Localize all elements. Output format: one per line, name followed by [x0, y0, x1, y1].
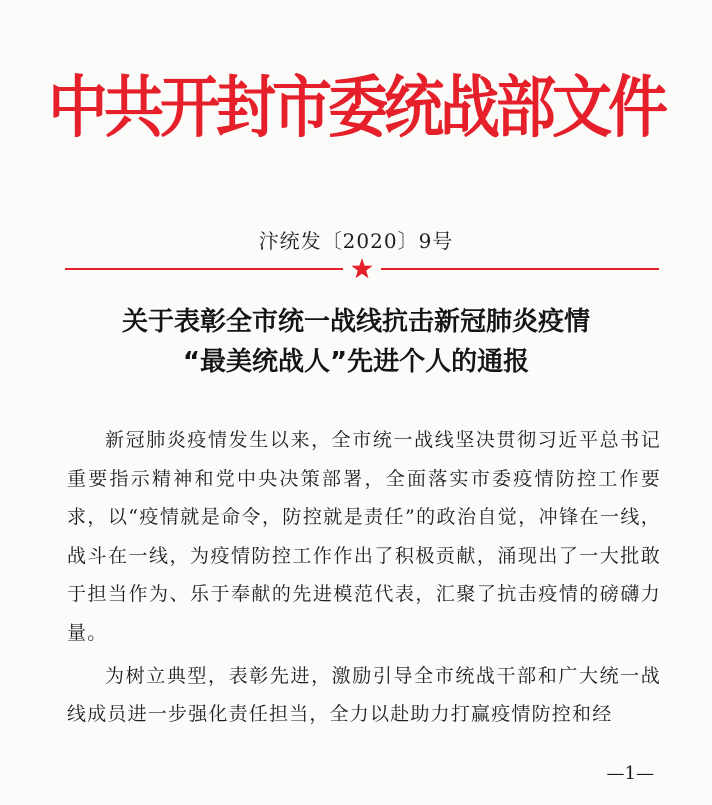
document-header-title: 中共开封市委统战部文件 — [48, 68, 664, 148]
page-number: —1— — [606, 763, 654, 784]
document-body — [67, 421, 661, 738]
separator-line-right — [381, 268, 659, 270]
separator-line-left — [65, 268, 343, 270]
document-title-line-1: 关于表彰全市统一战线抗击新冠肺炎疫情 — [121, 307, 590, 337]
star-icon — [350, 257, 374, 281]
document-title-line-2: “最美统战人”先进个人的通报 — [182, 347, 530, 377]
body-paragraph-1: 新冠肺炎疫情发生以来，全市统一战线坚决贯彻习近平总书记重要指示精神和党中央决策部署，全面落实市委疫情防控工作要求，以“疫情就是命令，防控就是责任”的政治自觉，冲锋在一线，战斗在一线，为疫情防控工作作出了积极贡献，涌现出了一大批敢于担当作为、乐于奉献的先进模范代表，汇聚了抗击疫情的磅礴力量。 — [67, 429, 661, 644]
document-number: 汴统发〔2020〕9号 — [258, 229, 454, 253]
header-separator — [65, 257, 659, 281]
body-paragraph-2: 为树立典型，表彰先进，激励引导全市统战干部和广大统一战线成员进一步强化责任担当，全力以赴助力打赢疫情防控和经 — [67, 664, 661, 726]
document-title — [0, 302, 712, 382]
